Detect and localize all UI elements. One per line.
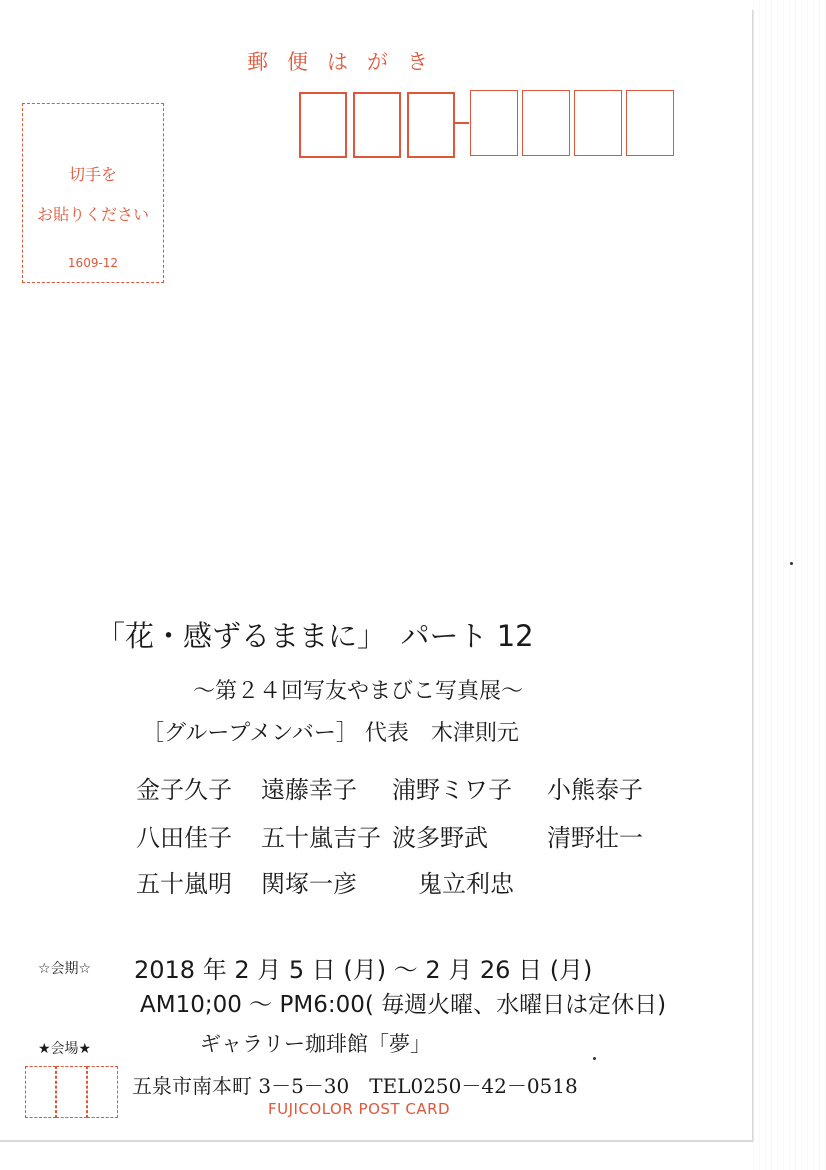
group-members-line: ［グループメンバー］ 代表 木津則元 — [142, 721, 519, 746]
exhibition-subtitle: 〜第２４回写友やまびこ写真展〜 — [193, 679, 524, 704]
zip-box — [470, 90, 518, 156]
venue-address: 五泉市南本町 3－5－30 TEL0250－42－0518 — [132, 1074, 578, 1098]
scan-background — [753, 0, 826, 1170]
exhibition-title: 「花・感ずるままに」 パート 12 — [96, 619, 534, 653]
postcard-header: 郵便はがき — [247, 50, 447, 74]
member-name: 金子久子 — [136, 776, 232, 804]
member-name: 清野壮一 — [547, 824, 643, 852]
member-name: 遠藤幸子 — [261, 776, 357, 804]
period-label: ☆会期☆ — [38, 961, 92, 977]
zip-box — [522, 90, 570, 156]
member-name: 五十嵐明 — [136, 870, 232, 898]
member-name: 鬼立利忠 — [418, 870, 514, 898]
zip-box — [626, 90, 674, 156]
member-name: 八田佳子 — [136, 824, 232, 852]
member-name: 関塚一彦 — [261, 870, 357, 898]
exhibition-period: 2018 年 2 月 5 日 (月) 〜 2 月 26 日 (月) — [134, 956, 593, 984]
sender-zip-box — [25, 1066, 56, 1118]
stamp-area — [22, 103, 164, 283]
sender-zip-box — [87, 1066, 118, 1118]
stamp-instruction-line2: お貼りください — [36, 205, 149, 224]
member-name: 五十嵐吉子 — [261, 824, 381, 852]
stamp-instruction-line1: 切手を — [68, 165, 117, 184]
card-edge — [0, 1140, 754, 1142]
zip-box — [407, 92, 455, 158]
member-name: 波多野武 — [392, 824, 488, 852]
venue-label: ★会場★ — [38, 1041, 92, 1057]
zip-box — [299, 92, 347, 158]
sender-zip-box — [56, 1066, 87, 1118]
speck — [790, 562, 793, 565]
member-name: 小熊泰子 — [547, 776, 643, 804]
venue-name: ギャラリー珈琲館「夢」 — [200, 1032, 431, 1056]
member-name: 浦野ミワ子 — [392, 776, 512, 804]
speck — [593, 1057, 596, 1060]
zip-box — [574, 90, 622, 156]
zip-box — [353, 92, 401, 158]
postcard-brand: FUJICOLOR POST CARD — [268, 1100, 451, 1118]
stamp-code: 1609-12 — [67, 256, 119, 270]
opening-hours: AM10;00 〜 PM6:00( 毎週火曜、水曜日は定休日) — [140, 992, 667, 1018]
zip-separator — [455, 122, 469, 124]
